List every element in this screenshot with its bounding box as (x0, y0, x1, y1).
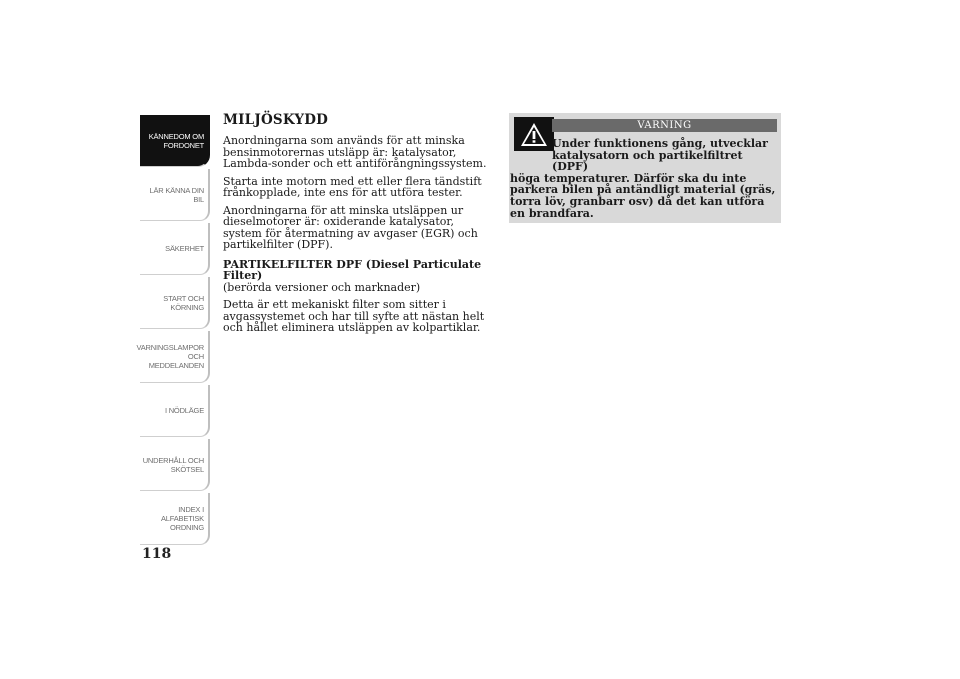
tab-label: KÄNNEDOM OM FORDONET (148, 131, 204, 150)
main-content (223, 112, 495, 340)
warning-box (509, 113, 781, 223)
section-subtitle: PARTIKELFILTER DPF (Diesel Particulate Filter) (223, 257, 482, 282)
tab-underhall-och-skotsel[interactable] (140, 439, 210, 491)
paragraph: Anordningarna som används för att minska bensinmotorernas utsläpp är: katalysator, Lambda-sonder och ett antiförångningssystem. (223, 134, 487, 170)
tab-index[interactable] (140, 493, 210, 545)
tab-label: I NÖDLÄGE (164, 406, 204, 415)
warning-text-indented: Under funktionens gång, utvecklar katalysatorn och partikelfiltret (DPF) (552, 137, 768, 174)
tab-label: LÄR KÄNNA DIN BIL (149, 185, 204, 204)
paragraph: Detta är ett mekaniskt filter som sitter i avgassystemet och har till syfte att nästan helt och hållet eliminera utsläppen av kolpartiklar. (223, 298, 485, 334)
warning-text (509, 138, 780, 219)
tab-lar-kanna-din-bil[interactable] (140, 169, 210, 221)
paragraph: Starta inte motorn med ett eller flera tändstift frånkopplade, inte ens för att utföra tester. (223, 174, 482, 199)
tab-start-och-korning[interactable] (140, 277, 210, 329)
page-number: 118 (142, 546, 172, 562)
chapter-sidebar (136, 115, 210, 547)
subtitle-note: (berörda versioner och marknader) (223, 280, 421, 294)
tab-label: INDEX I ALFABETISK ORDNING (160, 505, 204, 532)
warning-text-rest: höga temperaturer. Därför ska du inte parkera bilen på antändligt material (gräs, torra löv, granbarr osv) då det kan utföra en brandfara. (510, 171, 776, 220)
tab-sakerhet[interactable] (140, 223, 210, 275)
paragraph: Anordningarna för att minska utsläppen ur dieselmotorer är: oxiderande katalysator, system för återmatning av avgaser (EGR) och partikelfilter (DPF). (223, 203, 478, 251)
tab-label: SÄKERHET (165, 244, 204, 253)
tab-kannedom-om-fordonet[interactable] (140, 115, 210, 167)
tab-i-nodlage[interactable] (140, 385, 210, 437)
tab-label: VARNINGSLAMPOR OCH MEDDELANDEN (136, 343, 204, 370)
tab-label: UNDERHÅLL OCH SKÖTSEL (142, 455, 204, 474)
tab-label: START OCH KÖRNING (163, 293, 204, 312)
warning-header: VARNING (552, 119, 777, 132)
tab-varningslampor[interactable] (136, 331, 210, 383)
page-title: MILJÖSKYDD (223, 112, 329, 128)
